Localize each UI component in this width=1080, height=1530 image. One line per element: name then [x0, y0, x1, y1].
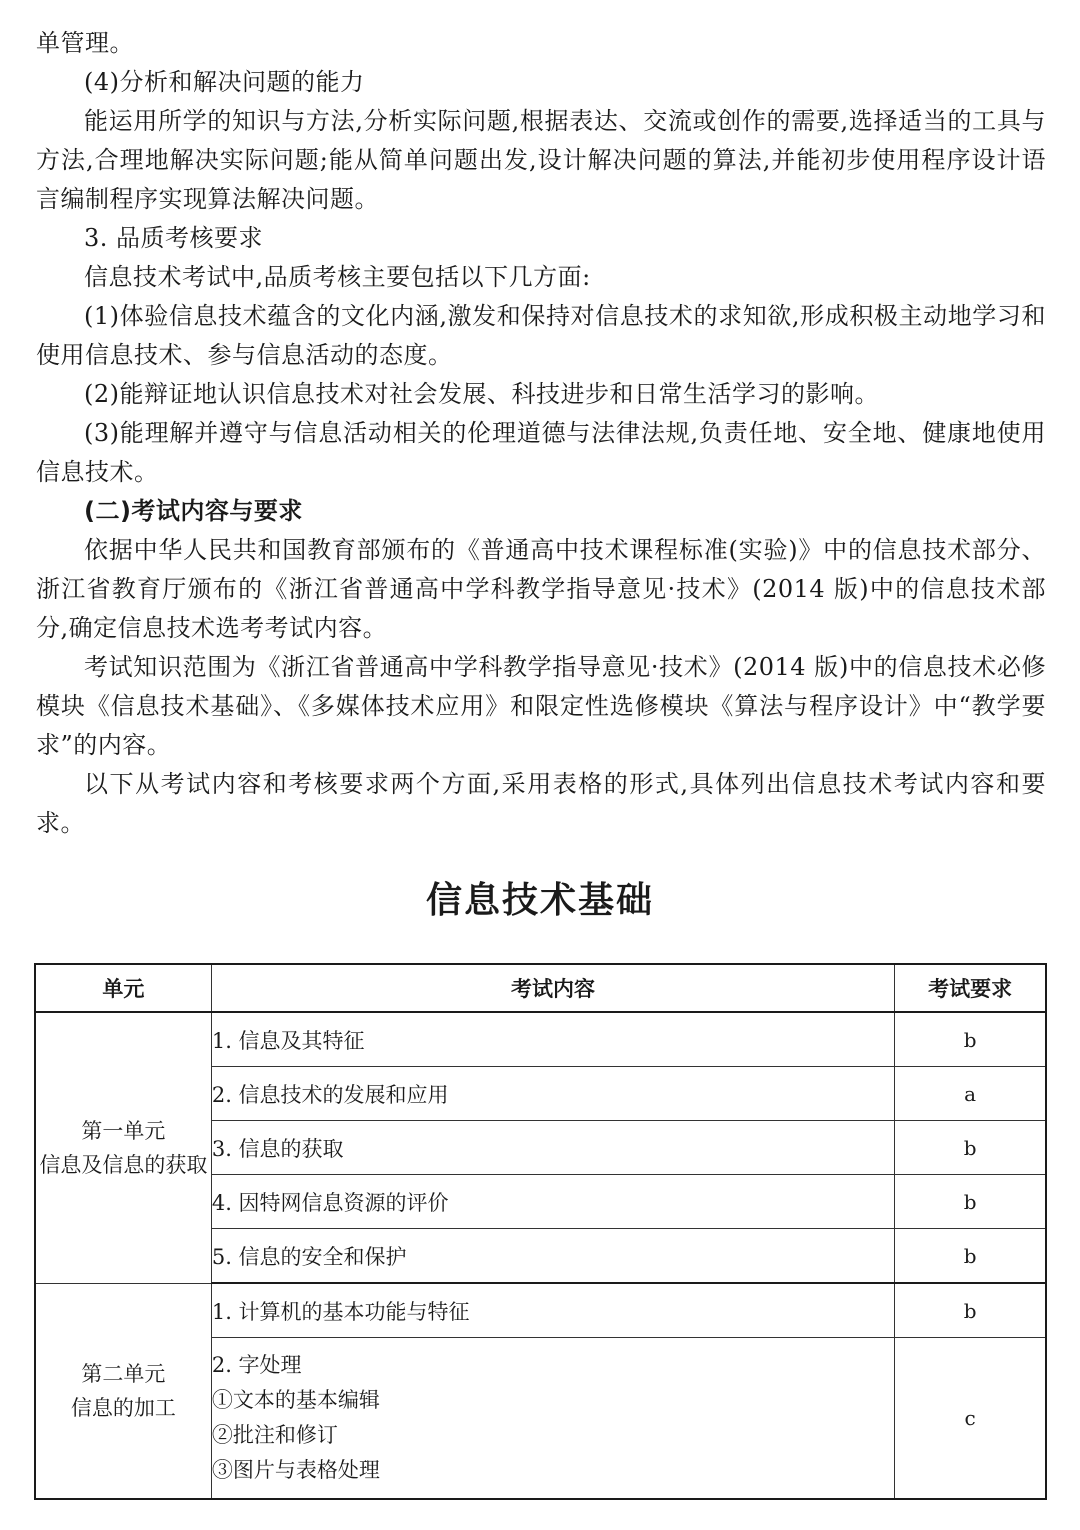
paragraph-table-intro: 以下从考试内容和考核要求两个方面,采用表格的形式,具体列出信息技术考试内容和要求。: [36, 770, 1046, 837]
paragraph-quality-3: (3)能理解并遵守与信息活动相关的伦理道德与法律法规,负责任地、安全地、健康地使用信息技术。: [36, 419, 1046, 486]
unit-cell-1: [35, 1012, 211, 1283]
table-row: [35, 1283, 1046, 1338]
requirement-cell: a: [895, 1067, 1046, 1121]
requirement-cell: b: [895, 1012, 1046, 1067]
heading-quality-requirements: 3. 品质考核要求: [84, 224, 264, 252]
content-subitem: ②批注和修订: [211, 1423, 338, 1447]
content-cell: 1. 计算机的基本功能与特征: [211, 1283, 894, 1338]
paragraph-quality-1: (1)体验信息技术蕴含的文化内涵,激发和保持对信息技术的求知欲,形成积极主动地学习和使用信息技术、参与信息活动的态度。: [36, 302, 1046, 369]
requirement-cell: b: [895, 1121, 1046, 1175]
paragraph-quality-intro: 信息技术考试中,品质考核主要包括以下几方面:: [84, 263, 591, 291]
content-subitem: ①文本的基本编辑: [211, 1388, 380, 1412]
content-cell-multiline: [211, 1338, 894, 1500]
unit-1-number: 第一单元: [81, 1118, 166, 1143]
content-subitem: ③图片与表格处理: [211, 1458, 380, 1482]
paragraph-scope: 考试知识范围为《浙江省普通高中学科教学指导意见·技术》(2014 版)中的信息技术必修模块《信息技术基础》、《多媒体技术应用》和限定性选修模块《算法与程序设计》中“教学要求”的内容。: [36, 653, 1046, 759]
paragraph-continuation: 单管理。: [36, 29, 134, 57]
content-cell: 5. 信息的安全和保护: [211, 1229, 894, 1284]
exam-table: [34, 963, 1047, 1500]
content-cell: 4. 因特网信息资源的评价: [211, 1175, 894, 1229]
content-cell: 2. 信息技术的发展和应用: [211, 1067, 894, 1121]
paragraph-problem-solving: 能运用所学的知识与方法,分析实际问题,根据表达、交流或创作的需要,选择适当的工具与方法,合理地解决实际问题;能从简单问题出发,设计解决问题的算法,并能初步使用程序设计语言编制程序实现算法解决问题。: [36, 107, 1046, 213]
unit-2-name: 信息的加工: [70, 1395, 176, 1420]
unit-cell-2: [35, 1283, 211, 1499]
table-row: [35, 1012, 1046, 1067]
unit-1-name: 信息及信息的获取: [39, 1152, 208, 1177]
subheading-problem-solving: (4)分析和解决问题的能力: [84, 68, 365, 96]
header-requirement: 考试要求: [895, 964, 1046, 1012]
paragraph-basis: 依据中华人民共和国教育部颁布的《普通高中技术课程标准(实验)》中的信息技术部分、浙江省教育厅颁布的《浙江省普通高中学科教学指导意见·技术》(2014 版)中的信息技术部分,确定信息技术选考考试内容。: [36, 536, 1046, 642]
table-title: 信息技术基础: [425, 880, 654, 921]
requirement-cell: b: [895, 1229, 1046, 1284]
header-content: 考试内容: [211, 964, 894, 1012]
content-cell: 3. 信息的获取: [211, 1121, 894, 1175]
requirement-cell: c: [895, 1338, 1046, 1500]
table-header-row: [35, 964, 1046, 1012]
content-item: 2. 字处理: [211, 1353, 302, 1377]
requirement-cell: b: [895, 1175, 1046, 1229]
content-cell: 1. 信息及其特征: [211, 1012, 894, 1067]
header-unit: 单元: [35, 964, 211, 1012]
unit-2-number: 第二单元: [81, 1361, 166, 1386]
paragraph-quality-2: (2)能辩证地认识信息技术对社会发展、科技进步和日常生活学习的影响。: [84, 380, 879, 408]
requirement-cell: b: [895, 1283, 1046, 1338]
section-heading-exam-content: (二)考试内容与要求: [84, 497, 303, 525]
